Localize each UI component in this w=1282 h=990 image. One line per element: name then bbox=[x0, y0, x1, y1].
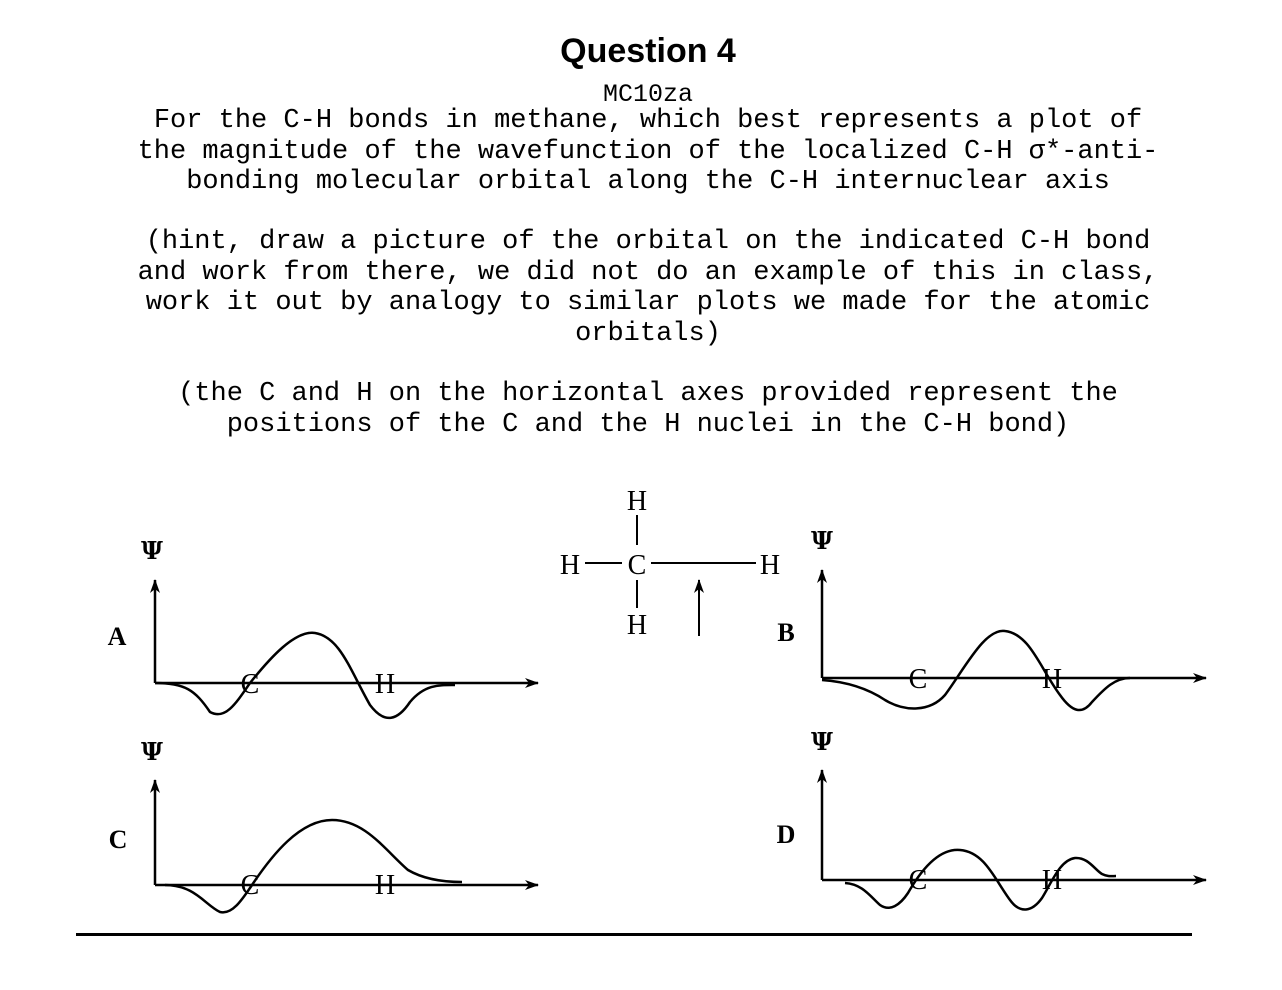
nucleus-h-b: H bbox=[1041, 664, 1063, 695]
methane-right-h: H bbox=[759, 550, 781, 581]
plot-c bbox=[109, 737, 538, 912]
methane-top-h: H bbox=[626, 486, 648, 517]
psi-label-a: Ψ bbox=[141, 536, 163, 565]
nucleus-h-d: H bbox=[1041, 865, 1063, 896]
nucleus-h-c: H bbox=[374, 870, 396, 901]
psi-label-b: Ψ bbox=[811, 526, 833, 555]
horizontal-rule bbox=[76, 933, 1192, 936]
methane-structure bbox=[560, 486, 780, 641]
psi-label-c: Ψ bbox=[141, 737, 163, 766]
plot-d bbox=[777, 727, 1206, 910]
prompt-line: bonding molecular orbital along the C-H internuclear axis bbox=[186, 167, 1110, 197]
methane-carbon: C bbox=[627, 550, 647, 581]
nucleus-c-d: C bbox=[908, 865, 928, 896]
wavefunction-curve-c bbox=[165, 820, 462, 912]
prompt-line: the magnitude of the wavefunction of the localized C-H σ*-anti- bbox=[137, 136, 1159, 167]
option-label-b: B bbox=[777, 618, 795, 647]
option-label-a: A bbox=[107, 622, 127, 651]
psi-label-d: Ψ bbox=[811, 727, 833, 756]
note-line: (the C and H on the horizontal axes provided represent the bbox=[178, 379, 1118, 409]
hint-line: orbitals) bbox=[575, 318, 721, 349]
nucleus-h-a: H bbox=[374, 669, 396, 700]
note-line: positions of the C and the H nuclei in the C-H bond) bbox=[226, 409, 1070, 440]
question-title: Question 4 bbox=[560, 32, 736, 70]
hint-line: (hint, draw a picture of the orbital on the indicated C-H bond bbox=[145, 227, 1151, 257]
methane-bottom-h: H bbox=[626, 610, 648, 641]
wavefunction-curve-a bbox=[155, 633, 455, 718]
option-label-c: C bbox=[108, 825, 128, 854]
nucleus-c-a: C bbox=[240, 669, 260, 700]
prompt-line: For the C-H bonds in methane, which best represents a plot of bbox=[153, 106, 1143, 136]
wavefunction-curve-b bbox=[822, 631, 1130, 710]
plot-a bbox=[108, 536, 538, 718]
plot-b bbox=[777, 526, 1206, 710]
option-label-d: D bbox=[776, 820, 796, 849]
nucleus-c-c: C bbox=[240, 870, 260, 901]
hint-line: work it out by analogy to similar plots we made for the atomic bbox=[145, 288, 1151, 318]
hint-line: and work from there, we did not do an example of this in class, bbox=[137, 257, 1159, 288]
nucleus-c-b: C bbox=[908, 664, 928, 695]
methane-left-h: H bbox=[559, 550, 581, 581]
question-code: MC10za bbox=[602, 80, 693, 109]
